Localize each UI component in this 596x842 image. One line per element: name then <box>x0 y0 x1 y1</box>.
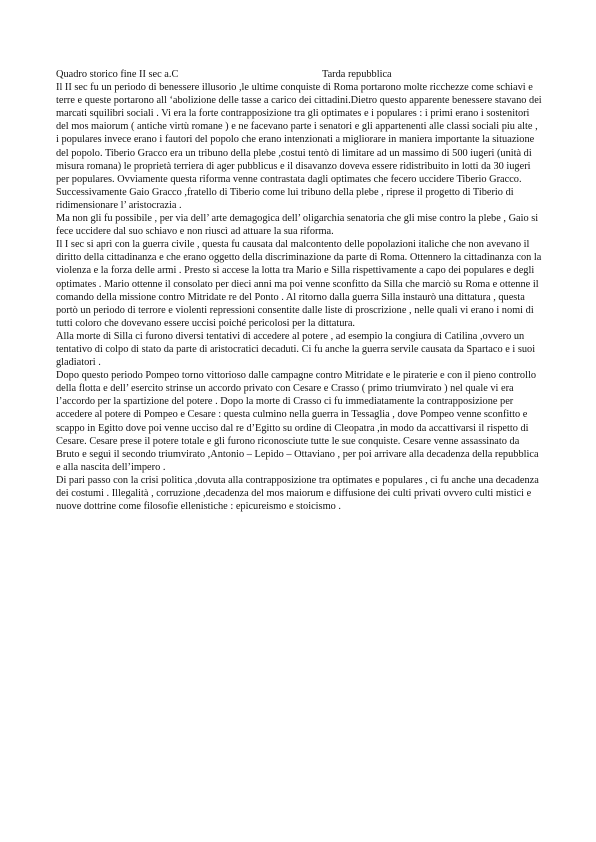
paragraph-1: Il II sec fu un periodo di benessere illusorio ,le ultime conquiste di Roma portarono molte ricchezze come schiavi e terre e queste portarono all ‘abolizione delle tasse a carico dei cittadini.Dietro questo apparente benessere stavano dei marcati squilibri sociali . Vi era la forte contrapposizione tra gli optimates e i populares : i primi erano i sostenitori del mos maiorum ( antiche virtù romane ) e ne facevano parte i senatori e gli appartenenti alle classi sociali piu alte , i populares invece erano i fautori del popolo che erano intenzionati a migliorare in maniera importante la situazione del popolo. Tiberio Gracco era un tribuno della plebe ,costui tentò di limitare ad un massimo di 500 iugeri (unità di misura romana) le proprietà terriera di ager pubblicus e il disavanzo doveva essere ridistribuito in lotti da 30 iugeri per populares. Ovviamente questa riforma venne contrastata dagli optimates che fecero uccidere Tiberio Gracco. Successivamente Gaio Gracco ,fratello di Tiberio come lui tribuno della plebe , riprese il progetto di Tiberio di ridimensionare l’ aristocrazia . <box>56 82 542 211</box>
document-title: Quadro storico fine II sec a.C <box>56 69 179 80</box>
document-period-label: Tarda repubblica <box>322 69 392 80</box>
paragraph-2: Ma non gli fu possibile , per via dell’ arte demagogica dell’ oligarchia senatoria che gli mise contro la plebe , Gaio si fece uccidere dal suo schiavo e non riuscì ad attuare la sua riforma. <box>56 213 539 238</box>
paragraph-3: Il I sec si aprì con la guerra civile , questa fu causata dal malcontento delle popolazioni italiche che non avevano il diritto della cittadinanza e che erano oggetto della discriminazione da parte di Roma. Ottennero la cittadinanza con la violenza e la forza delle armi . Presto si accese la lotta tra Mario e Silla rispettivamente a capo dei populares e degli optimates . Mario ottenne il consolato per dieci anni ma poi venne sconfitto da Silla che marciò su Roma e ottenne il comando della missione contro Mitridate re del Ponto . Al ritorno dalla guerra Silla instaurò una dittatura , questa portò un periodo di terrore e violenti repressioni consentite dalle liste di proscrizione , nelle quali vi erano i nomi di tutti coloro che dovevano essere uccisi poiché pericolosi per la dittatura. <box>56 239 542 329</box>
document-page <box>56 68 542 513</box>
document-header <box>56 68 542 81</box>
paragraph-4: Alla morte di Silla ci furono diversi tentativi di accedere al potere , ad esempio la congiura di Catilina ,ovvero un tentativo di colpo di stato da parte di aristocratici decaduti. Ci fu anche la guerra servile causata da Spartaco e i suoi gladiatori . <box>56 330 536 369</box>
paragraph-6: Di pari passo con la crisi politica ,dovuta alla contrapposizione tra optimates e populares , ci fu anche una decadenza dei costumi . Illegalità , corruzione ,decadenza del mos maiorum e diffusione dei culti privati ovvero culti mistici e nuove dottrine come filosofie ellenistiche : epicureismo e stoicismo . <box>56 474 539 513</box>
paragraph-5: Dopo questo periodo Pompeo torno vittorioso dalle campagne contro Mitridate e le piraterie e con il pieno controllo della flotta e dell’ esercito strinse un accordo privato con Cesare e Crasso ( primo triumvirato ) nel quale vi era l’accordo per la spartizione del potere . Dopo la morte di Crasso ci fu immediatamente la contrapposizione per accedere al potere di Pompeo e Cesare : questa culmino nella guerra in Tessaglia , dove Pompeo venne sconfitto e scappo in Egitto dove poi venne ucciso dal re d’Egitto su ordine di Cleopatra ,in modo da accattivarsi il rispetto di Cesare. Cesare prese il potere totale e gli furono riconosciute tutte le sue conquiste. Cesare venne assassinato da Bruto e seguì il secondo triumvirato ,Antonio – Lepido – Ottaviano , per poi arrivare alla decadenza della repubblica e alla nascita dell’impero . <box>56 370 539 473</box>
